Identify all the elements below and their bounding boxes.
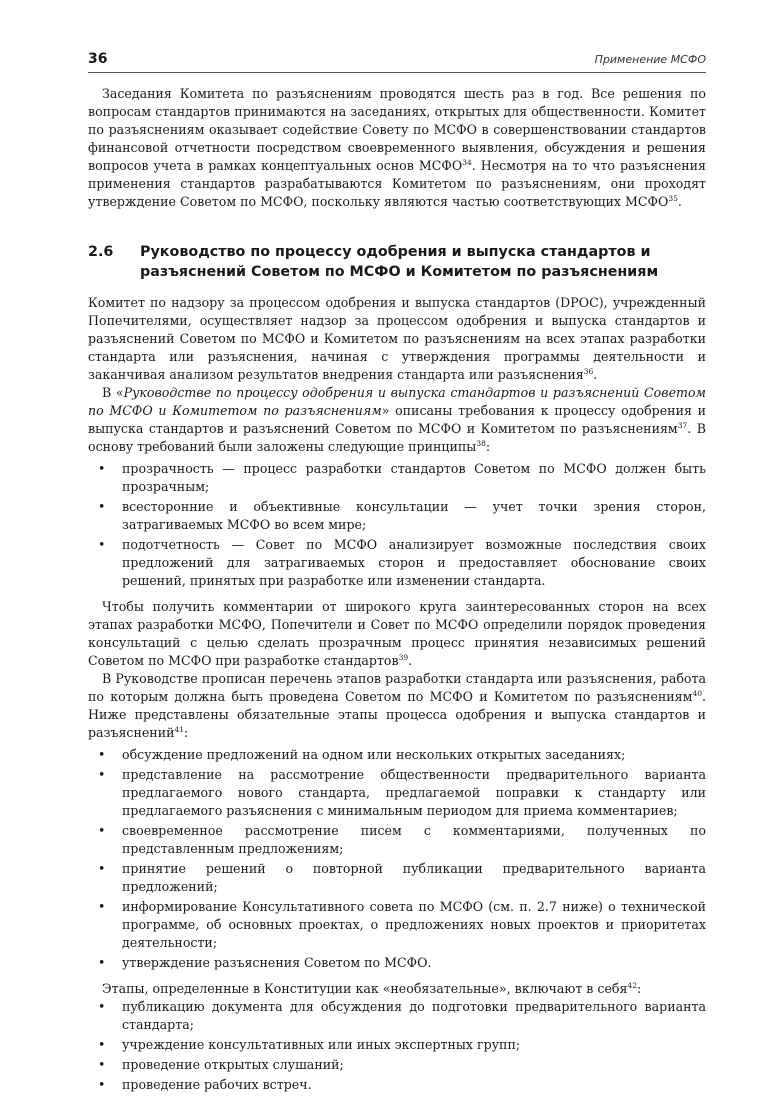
- mandatory-stages-list: [88, 746, 706, 972]
- list-item: • проведение рабочих встреч.: [98, 1077, 312, 1092]
- bullet-icon: •: [98, 1037, 106, 1052]
- list-item: • подотчетность — Совет по МСФО анализирует возможные последствия своих предложений для затрагиваемых сторон и предоставляет обоснование своих решений, принятых при разработке или изменении стандарта.: [98, 537, 706, 588]
- footnote-ref[interactable]: 35: [668, 193, 678, 203]
- optional-stages-list: [88, 998, 706, 1094]
- footnote-ref[interactable]: 38: [476, 438, 486, 448]
- list-item: • проведение открытых слушаний;: [98, 1057, 344, 1072]
- bullet-icon: •: [98, 861, 106, 876]
- footnote-ref[interactable]: 40: [692, 688, 702, 698]
- paragraph-stages: В Руководстве прописан перечень этапов разработки стандарта или разъяснения, работа по которым должна быть проведена Советом по МСФО и Комитетом по разъяснениям$^{40}$. Ниже представлены обязательные этапы процесса одобрения и выпуска стандартов и разъяснений$^{41}$:: [88, 671, 706, 740]
- paragraph-optional-stages: Этапы, определенные в Конституции как «необязательные», включают в себя$^{42}$:: [102, 980, 642, 996]
- bullet-icon: •: [98, 747, 106, 762]
- list-item: • представление на рассмотрение общественности предварительного варианта предлагаемого нового стандарта, предлагаемой поправки к стандарту или предлагаемого разъяснения с минимальным периодом для приема комментариев;: [98, 767, 706, 818]
- footnote-ref[interactable]: 37: [677, 420, 688, 430]
- footnote-ref[interactable]: 34: [462, 157, 472, 167]
- paragraph-dpoc: Комитет по надзору за процессом одобрения и выпуска стандартов (DPOC), учрежденный Попечителями, осуществляет надзор за процессом одобрения и выпуска стандартов и разъяснений Советом по МСФО и Комитетом по разъяснениям на всех этапах разработки стандарта или разъяснения, начиная с утверждения программы деятельности и заканчивая анализом результатов внедрения стандарта или разъяснения$^{36}$.: [88, 295, 706, 382]
- paragraph-committee-meetings: Заседания Комитета по разъяснениям проводятся шесть раз в год. Все решения по вопросам стандартов принимаются на заседаниях, открытых для общественности. Комитет по разъяснениям оказывает содействие Совету по МСФО в совершенствовании стандартов финансовой отчетности посредством своевременного выявления, обсуждения и решения вопросов учета в рамках концептуальных основ МСФО$^{34}$. Несмотря на то что разъяснения применения стандартов разрабатываются Комитетом по разъяснениям, они проходят утверждение Советом по МСФО, поскольку являются частью соответствующих МСФО$^{35}$.: [88, 86, 706, 209]
- bullet-icon: •: [98, 537, 106, 552]
- list-item: • обсуждение предложений на одном или нескольких открытых заседаниях;: [98, 747, 626, 762]
- bullet-icon: •: [98, 823, 106, 838]
- list-item: • учреждение консультативных или иных экспертных групп;: [98, 1037, 521, 1052]
- bullet-icon: •: [98, 899, 106, 914]
- bullet-icon: •: [98, 999, 106, 1014]
- bullet-icon: •: [98, 1077, 106, 1092]
- page-header: [88, 50, 706, 73]
- list-item: • информирование Консультативного совета по МСФО (см. п. 2.7 ниже) о технической программе, об основных проектах, о предложениях новых проектов и приоритетах деятельности;: [98, 899, 706, 950]
- section-heading: [88, 242, 706, 282]
- footnote-ref[interactable]: 39: [398, 652, 409, 662]
- bullet-icon: •: [98, 461, 106, 476]
- page-body: [88, 85, 706, 1096]
- footnote-ref[interactable]: 42: [627, 980, 637, 990]
- page-number: 36: [88, 51, 108, 67]
- list-item: • утверждение разъяснения Советом по МСФО.: [98, 955, 432, 970]
- running-title: Применение МСФО: [594, 53, 706, 66]
- bullet-icon: •: [98, 767, 106, 782]
- footnote-ref[interactable]: 36: [583, 366, 594, 376]
- footnote-ref[interactable]: 41: [174, 724, 185, 734]
- list-item: • всесторонние и объективные консультации — учет точки зрения сторон, затрагиваемых МСФО во всем мире;: [98, 499, 706, 532]
- principles-list: [88, 460, 706, 590]
- section-title: Руководство по процессу одобрения и выпуска стандартов и разъяснений Советом по МСФО и Комитетом по разъяснениям: [140, 244, 659, 280]
- list-item: • принятие решений о повторной публикации предварительного варианта предложений;: [98, 861, 706, 894]
- handbook-title: Руководстве по процессу одобрения и выпуска стандартов и разъяснений Советом по МСФО и Комитетом по разъяснениям: [88, 385, 706, 418]
- bullet-icon: •: [98, 955, 106, 970]
- list-item: • публикацию документа для обсуждения до подготовки предварительного варианта стандарта;: [98, 999, 706, 1032]
- list-item: • своевременное рассмотрение писем с комментариями, полученных по представленным предложениям;: [98, 823, 706, 856]
- bullet-icon: •: [98, 1057, 106, 1072]
- bullet-icon: •: [98, 499, 106, 514]
- section-number: 2.6: [88, 244, 114, 260]
- list-item: • прозрачность — процесс разработки стандартов Советом по МСФО должен быть прозрачным;: [98, 461, 706, 494]
- paragraph-due-process-handbook: В «Руководстве по процессу одобрения и выпуска стандартов и разъяснений Советом по МСФО и Комитетом по разъяснениям» описаны требования к процессу одобрения и выпуска стандартов и разъяснений Советом по МСФО и Комитетом по разъяснениям$^{37}$. В основу требований были заложены следующие принципы$^{38}$:: [88, 385, 706, 454]
- paragraph-consultations: Чтобы получить комментарии от широкого круга заинтересованных сторон на всех этапах разработки МСФО, Попечители и Совет по МСФО определили порядок проведения консультаций с целью сделать прозрачным процесс принятия независимых решений Советом по МСФО при разработке стандартов$^{39}$.: [88, 599, 706, 668]
